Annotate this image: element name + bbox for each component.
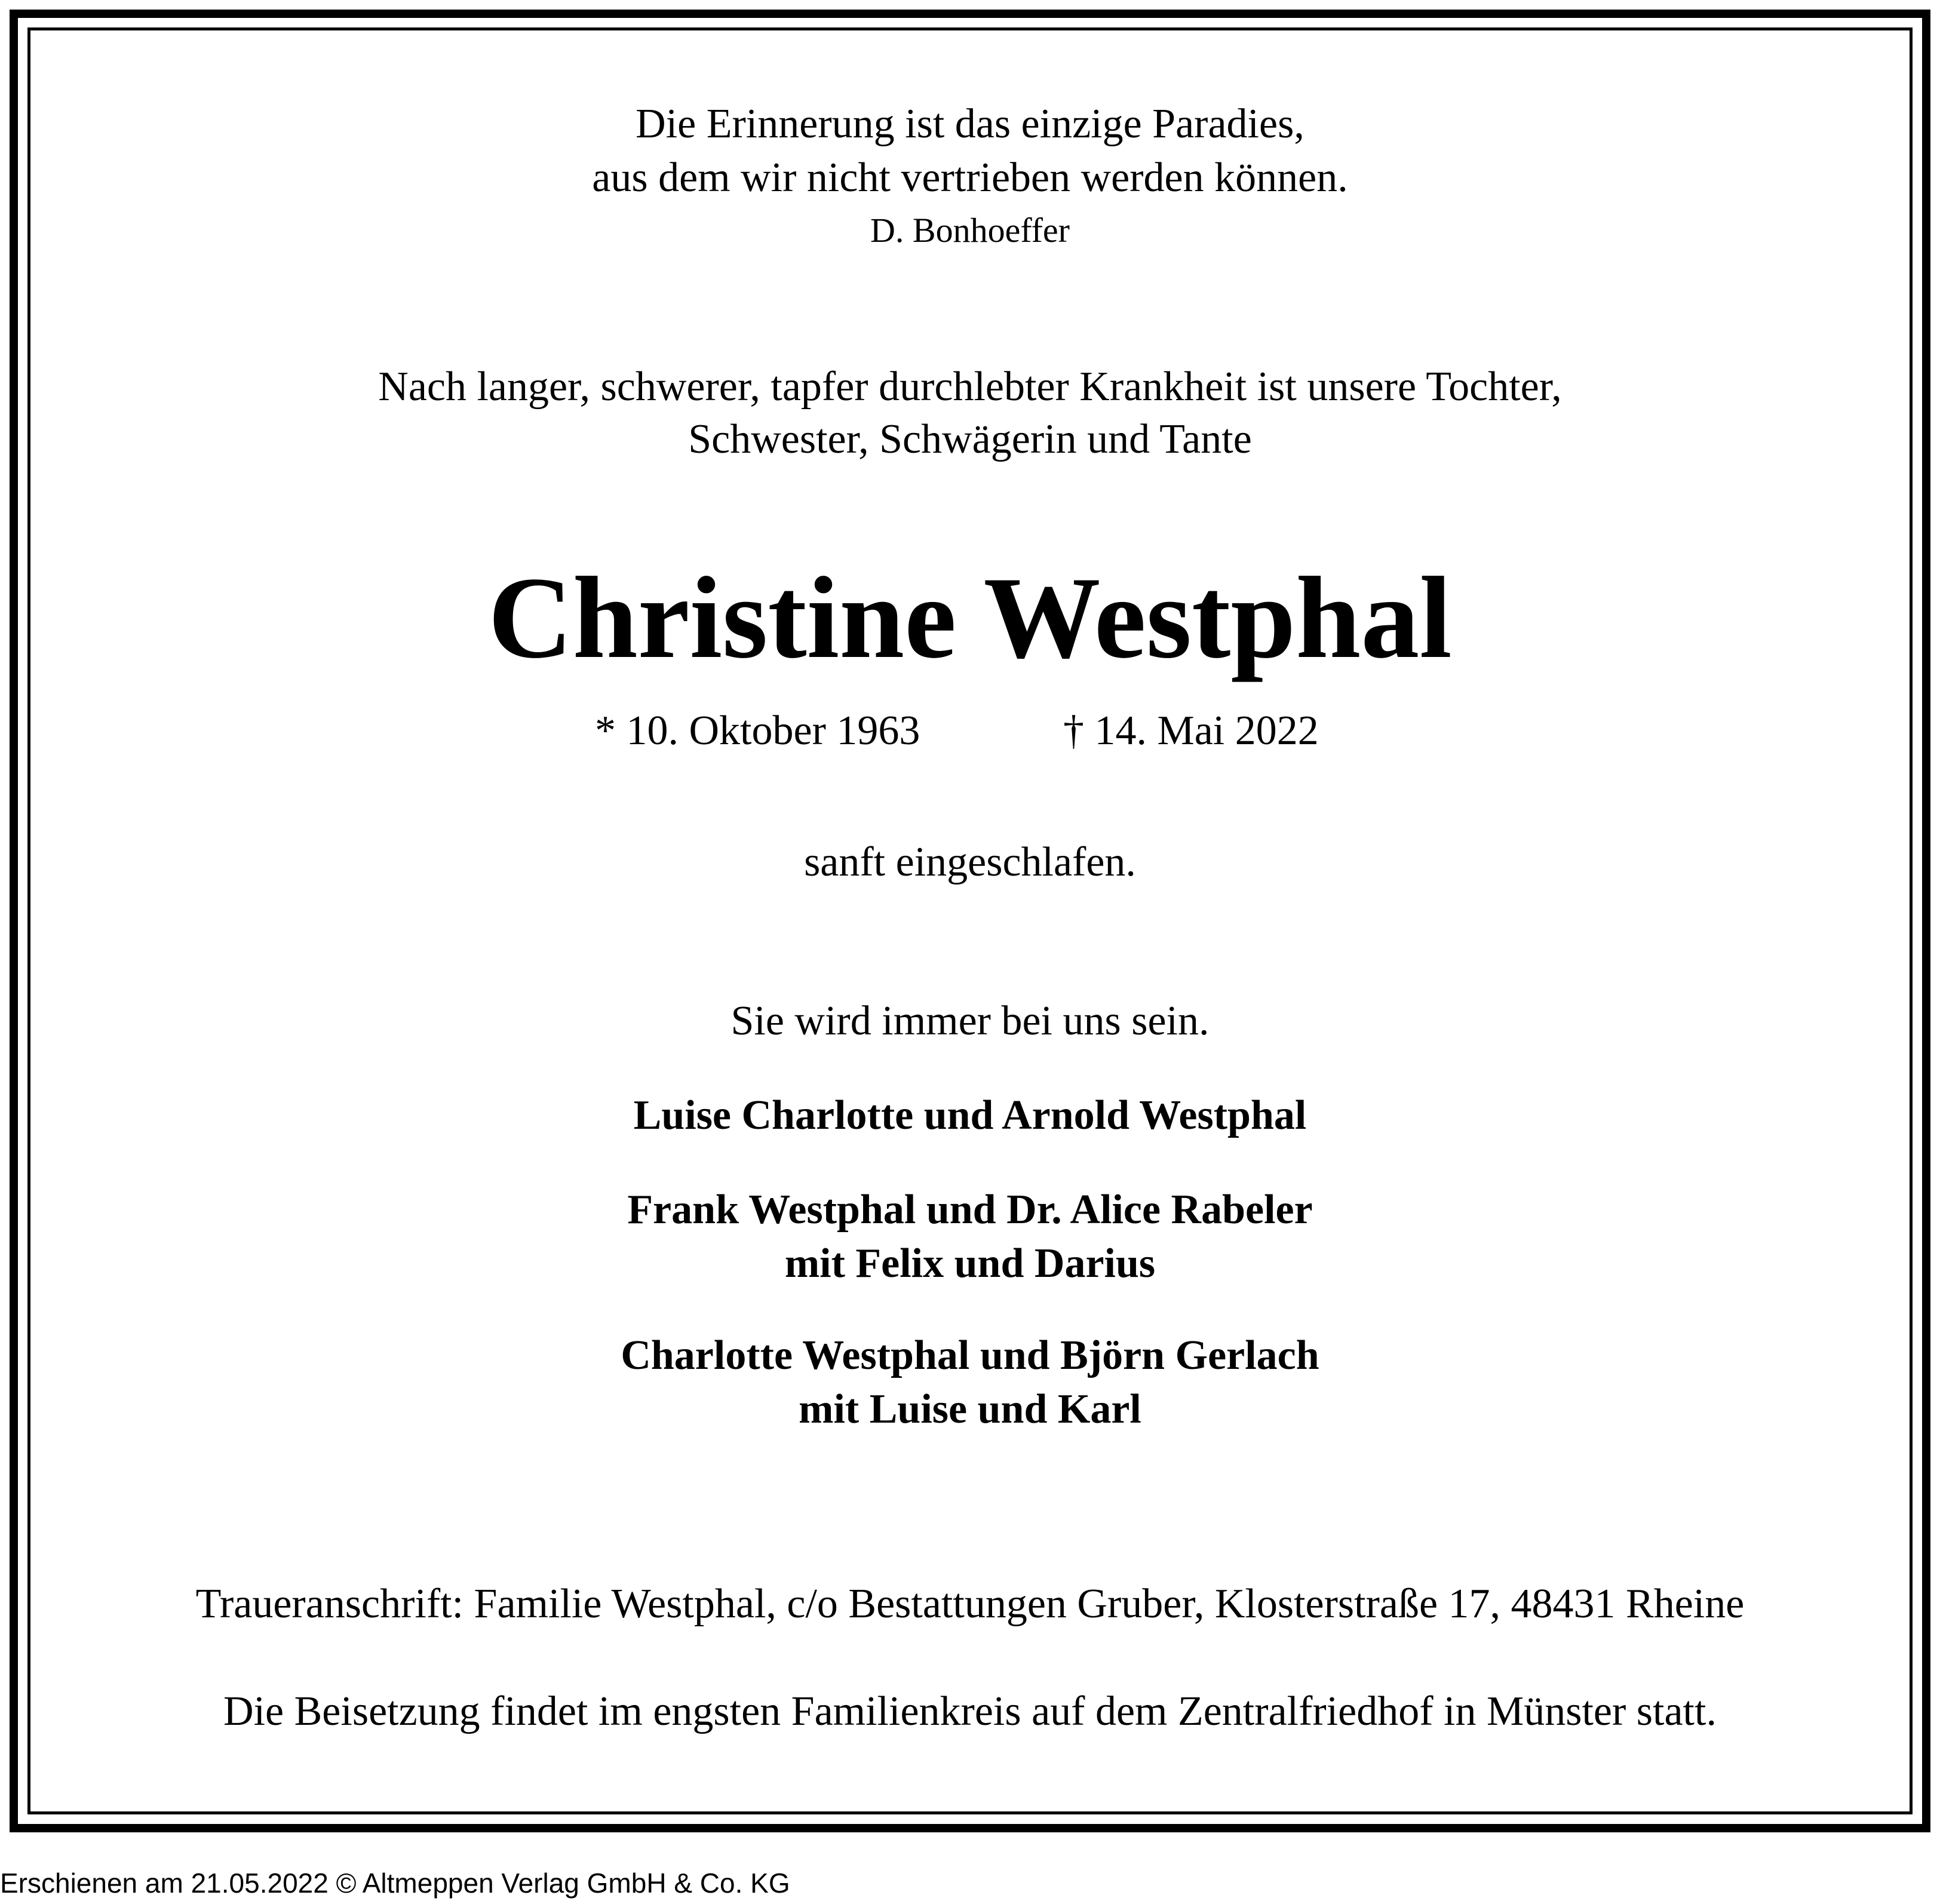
quote-author: D. Bonhoeffer <box>870 211 1070 250</box>
quote-line-2: aus dem wir nicht vertrieben werden können. <box>592 155 1348 201</box>
intro-line-2: Schwester, Schwägerin und Tante <box>688 416 1252 462</box>
quote-line-1: Die Erinnerung ist das einzige Paradies, <box>636 101 1304 147</box>
publication-credit: Erschienen am 21.05.2022 © Altmeppen Verlag GmbH & Co. KG <box>0 1868 790 1899</box>
mourner-line: mit Felix und Darius <box>784 1240 1156 1286</box>
mourner-line: mit Luise und Karl <box>799 1386 1141 1432</box>
inner-border <box>27 27 1913 1814</box>
intro-line-1: Nach langer, schwerer, tapfer durchlebter Krankheit ist unsere Tochter, <box>378 364 1562 410</box>
mourning-address: Traueranschrift: Familie Westphal, c/o Bestattungen Gruber, Klosterstraße 17, 48431 Rheine <box>195 1581 1745 1627</box>
funeral-note: Die Beisetzung findet im engsten Familienkreis auf dem Zentralfriedhof in Münster statt. <box>223 1688 1717 1734</box>
closing-text: Sie wird immer bei uns sein. <box>730 998 1210 1044</box>
mourner-line: Charlotte Westphal und Björn Gerlach <box>621 1332 1319 1378</box>
passing-text: sanft eingeschlafen. <box>804 839 1136 885</box>
life-dates <box>0 707 1940 761</box>
birth-date: * 10. Oktober 1963 <box>595 708 920 754</box>
mourner-line: Frank Westphal und Dr. Alice Rabeler <box>627 1187 1313 1233</box>
deceased-name: Christine Westphal <box>488 553 1452 683</box>
mourner-line: Luise Charlotte und Arnold Westphal <box>633 1092 1307 1138</box>
death-date: † 14. Mai 2022 <box>1063 708 1319 754</box>
